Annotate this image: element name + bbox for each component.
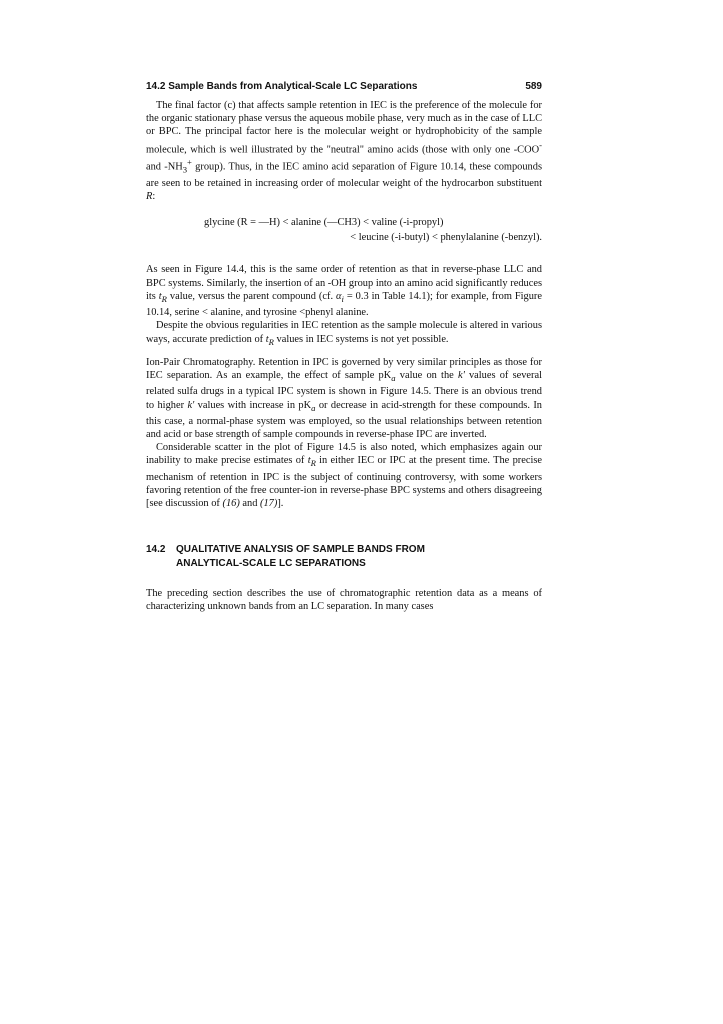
running-header xyxy=(146,80,542,94)
paragraph-2: As seen in Figure 14.4, this is the same order of retention as that in reverse-phase LLC and BPC systems. Similarly, the insertion of an -OH group into an amino acid significantly reduces its $t_R$ value, versus the parent compound (cf. $\alpha_i = 0.3$ in Table 14.1); for example, from Figure 10.14, serine < alanine, and tyrosine <phenyl alanine. xyxy=(146,264,542,319)
paragraph-5: Considerable scatter in the plot of Figure 14.5 is also noted, which emphasizes again our inability to make precise estimates of $t_R$ in either IEC or IPC at the present time. The precise mechanism of retention in IPC is the subject of continuing controversy, with some workers favoring retention of the free counter-ion in reverse-phase BPC systems and others disagreeing [see discussion of (16) and (17)]. xyxy=(146,442,542,510)
page xyxy=(146,80,542,614)
page-number: 589 xyxy=(525,81,542,92)
section-heading xyxy=(146,543,542,571)
section-title-line-2: ANALYTICAL-SCALE LC SEPARATIONS xyxy=(176,558,366,570)
paragraph-1: The final factor (c) that affects sample retention in IEC is the preference of the molecule for the organic stationary phase versus the aqueous mobile phase, very much as in the case of LLC or BPC. The principal factor here is the molecular weight or hydrophobicity of the sample molecule, which is well illustrated by the "neutral" amino acids (those with only one -COO- and $-NH_3^+$ group). Thus, in the IEC amino acid separation of Figure 10.14, these compounds are seen to be retained in increasing order of molecular weight of the hydrocarbon substituent R: xyxy=(146,100,542,203)
retention-order-equation xyxy=(146,215,542,245)
paragraph-3: Despite the obvious regularities in IEC retention as the sample molecule is altered in various ways, accurate prediction of $t_R$ values in IEC systems is not yet possible. xyxy=(146,320,542,347)
equation-line-1: glycine (R = —H) < alanine (—CH3) < valine (-i-propyl) xyxy=(204,217,444,229)
section-title-line-1: QUALITATIVE ANALYSIS OF SAMPLE BANDS FROM xyxy=(176,544,425,556)
equation-line-2: < leucine (-i-butyl) < phenylalanine (-benzyl). xyxy=(350,232,542,244)
header-title: 14.2 Sample Bands from Analytical-Scale LC Separations xyxy=(146,81,418,92)
section-number: 14.2 xyxy=(146,544,166,556)
paragraph-4: Ion-Pair Chromatography. Retention in IPC is governed by very similar principles as those for IEC separation. As an example, the effect of sample $pK_a$ value on the k' values of several related sulfa drugs in a typical IPC system is shown in Figure 14.5. There is an obvious trend to higher k' values with increase in $pK_a$ or decrease in acid-strength for these compounds. In this case, a normal-phase system was employed, so the usual relationships between retention and acid or base strength of sample compounds in reverse-phase IPC are inverted. xyxy=(146,356,542,440)
paragraph-6: The preceding section describes the use of chromatographic retention data as a means of characterizing unknown bands from an LC separation. In many cases xyxy=(146,588,542,613)
